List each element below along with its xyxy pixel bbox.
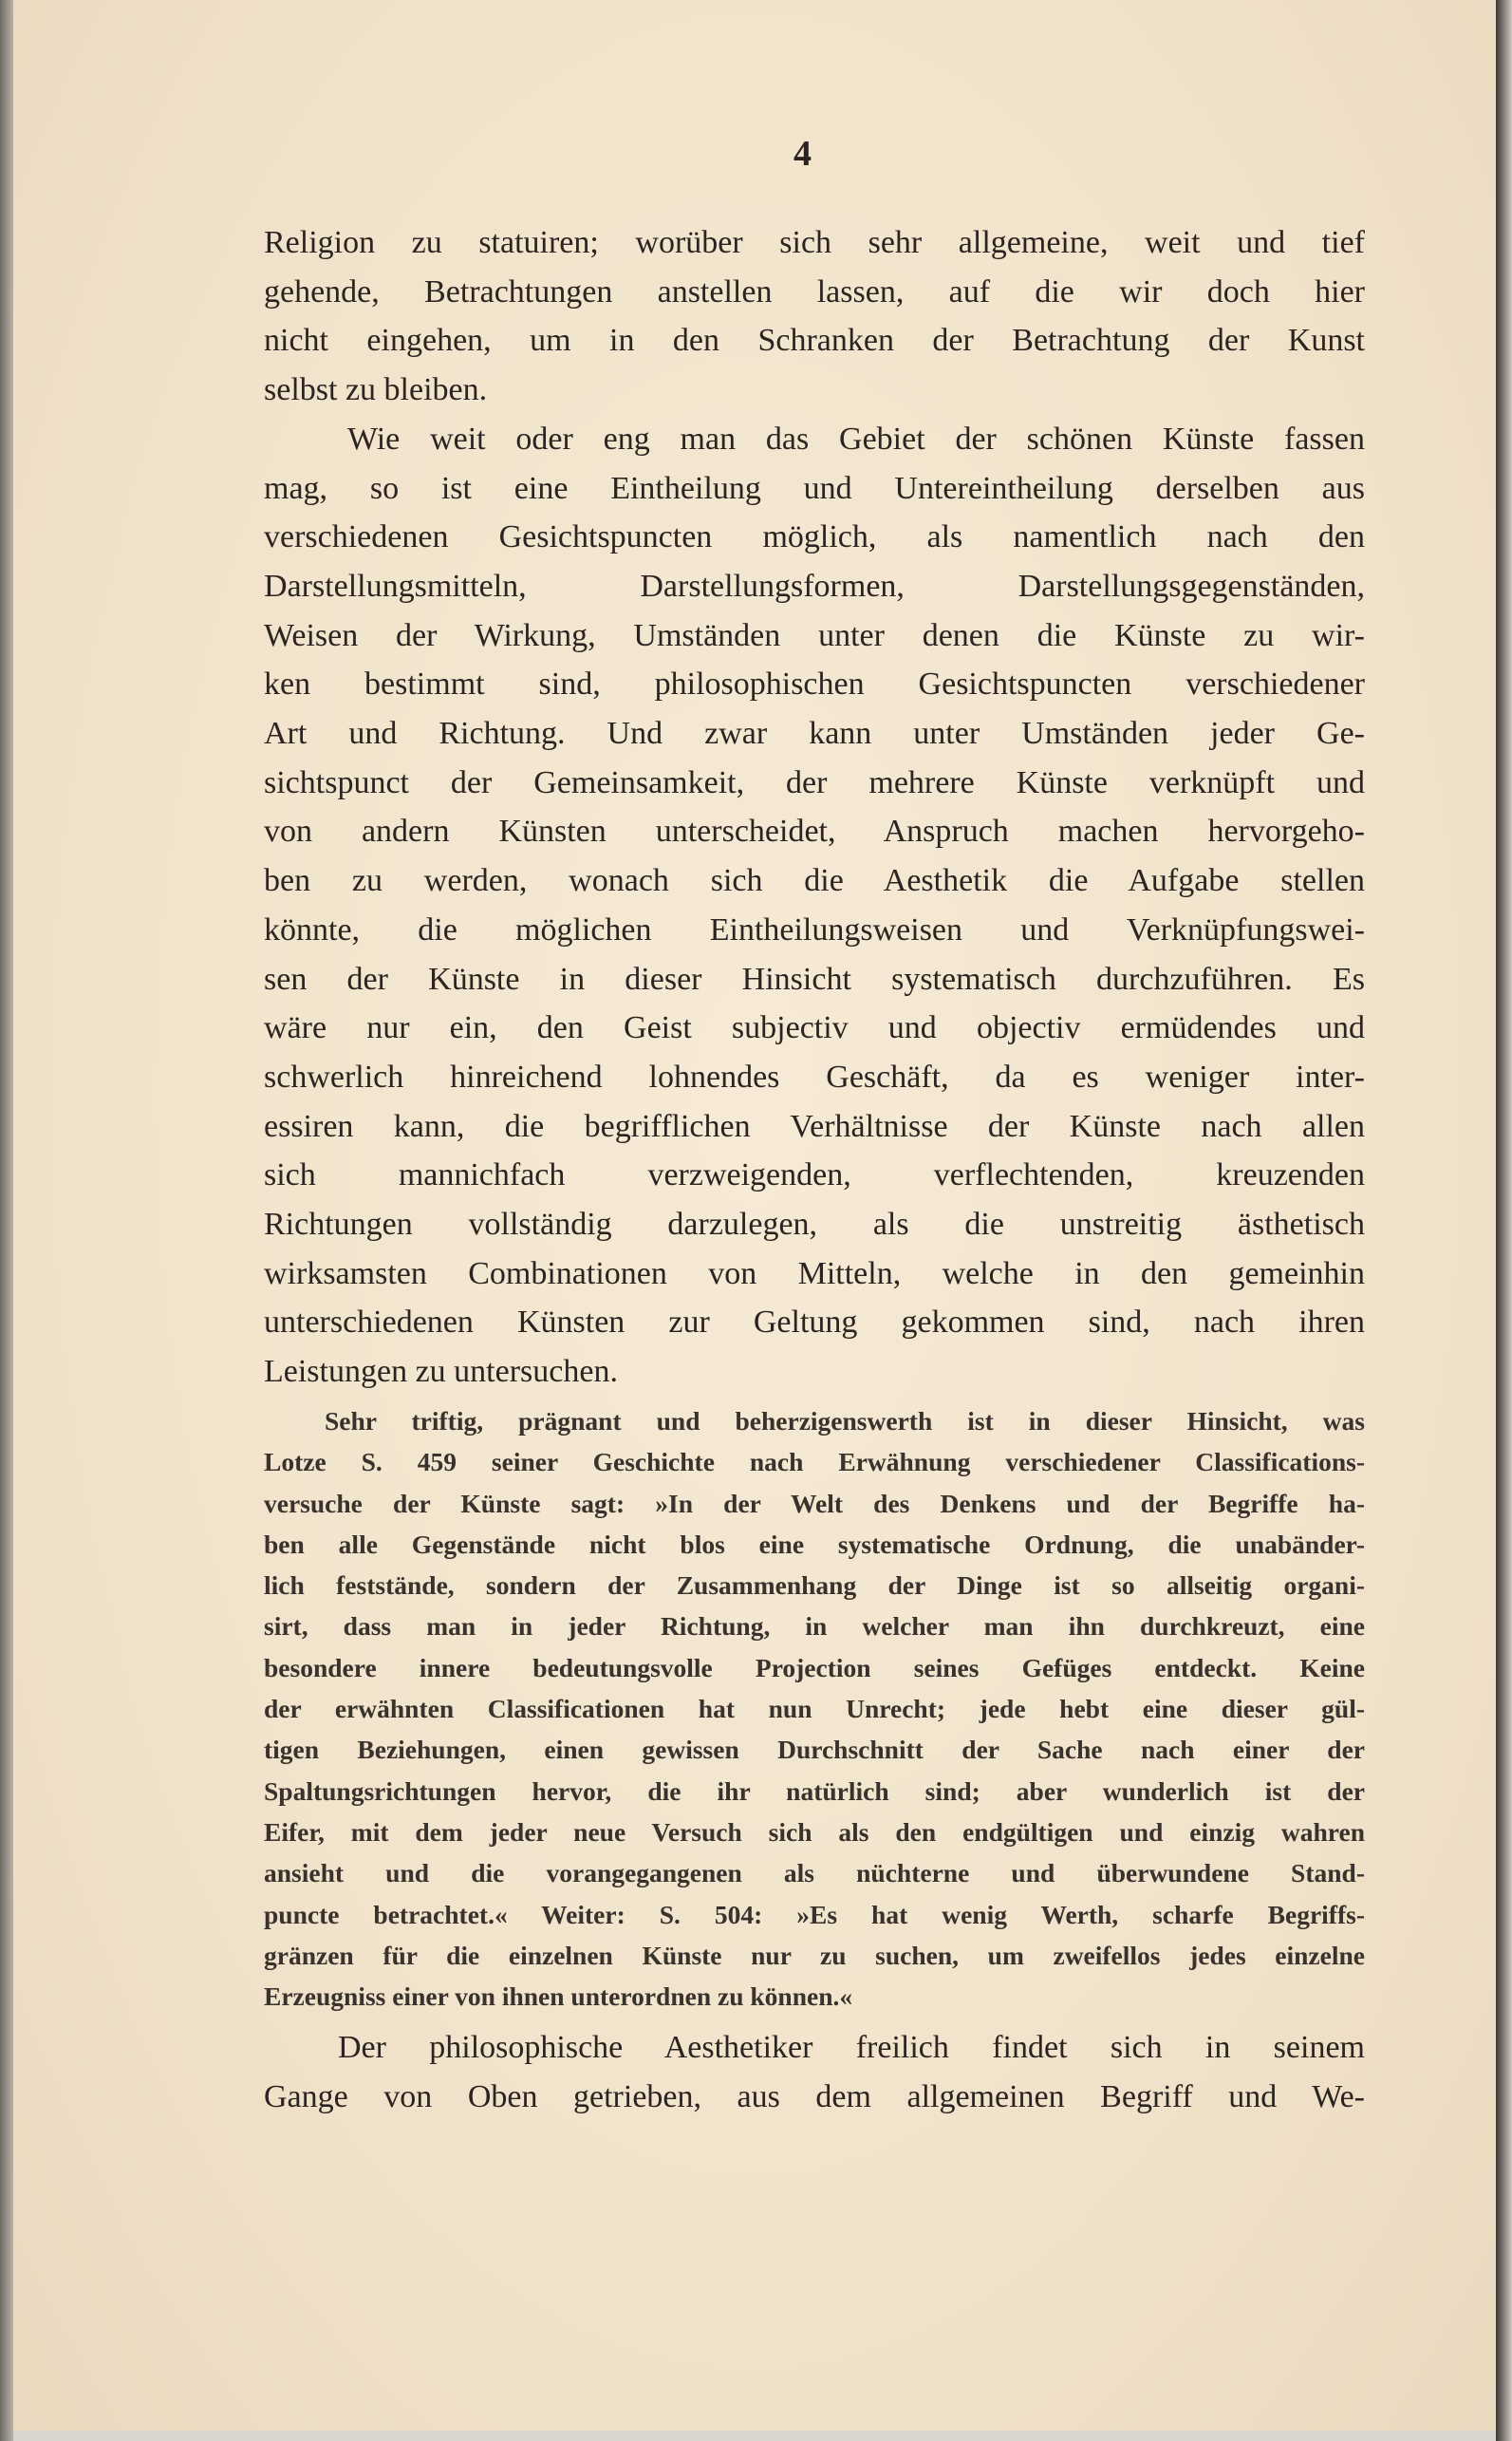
text-line: Erzeugniss einer von ihnen unterordnen zu können.« — [264, 1981, 853, 2012]
text-line: selbst zu bleiben. — [264, 372, 488, 408]
text-line: ansieht und die vorangegangenen als nüchterne und überwundene Stand- — [264, 1858, 1365, 1888]
text-line: tigen Beziehungen, einen gewissen Durchschnitt der Sache nach einer der — [264, 1735, 1365, 1765]
text-line: wäre nur ein, den Geist subjectiv und objectiv ermüdendes und — [264, 1010, 1365, 1046]
text-line: Der philosophische Aesthetiker freilich findet sich in seinem — [338, 2030, 1365, 2065]
text-line: Darstellungsmitteln, Darstellungsformen, Darstellungsgegenständen, — [264, 568, 1365, 604]
paragraph — [264, 415, 1365, 1397]
text-line: versuche der Künste sagt: »In der Welt des Denkens und der Begriffe ha- — [264, 1488, 1365, 1518]
text-line: verschiedenen Gesichtspuncten möglich, als namentlich nach den — [264, 519, 1365, 555]
text-line: Richtungen vollständig darzulegen, als die unstreitig ästhetisch — [264, 1207, 1365, 1243]
text-line: der erwähnten Classificationen hat nun Unrecht; jede hebt eine dieser gül- — [264, 1694, 1365, 1724]
text-line: puncte betrachtet.« Weiter: S. 504: »Es hat wenig Werth, scharfe Begriffs- — [264, 1899, 1365, 1929]
paragraph — [264, 218, 1365, 415]
text-line: Spaltungsrichtungen hervor, die ihr natürlich sind; aber wunderlich ist der — [264, 1775, 1365, 1806]
text-line: ken bestimmt sind, philosophischen Gesichtspuncten verschiedener — [264, 667, 1365, 703]
text-line: Sehr triftig, prägnant und beherzigenswerth ist in dieser Hinsicht, was — [325, 1406, 1365, 1436]
scan-right-edge — [1496, 0, 1512, 2441]
text-line: essiren kann, die begrifflichen Verhältnisse der Künste nach allen — [264, 1108, 1365, 1144]
text-line: sirt, dass man in jeder Richtung, in welcher man ihn durchkreuzt, eine — [264, 1611, 1365, 1642]
text-line: mag, so ist eine Eintheilung und Untereintheilung derselben aus — [264, 470, 1365, 506]
paragraph — [264, 1400, 1365, 2017]
text-line: Gange von Oben getrieben, aus dem allgemeinen Begriff und We- — [264, 2079, 1365, 2114]
text-line: nicht eingehen, um in den Schranken der Betrachtung der Kunst — [264, 323, 1365, 359]
text-line: Art und Richtung. Und zwar kann unter Umständen jeder Ge- — [264, 716, 1365, 752]
scan-left-edge — [0, 0, 13, 2441]
text-line: gehende, Betrachtungen anstellen lassen, auf die wir doch hier — [264, 273, 1365, 310]
text-line: von andern Künsten unterscheidet, Anspruch machen hervorgeho- — [264, 814, 1365, 850]
paragraph — [264, 2023, 1365, 2122]
text-line: sichtspunct der Gemeinsamkeit, der mehrere Künste verknüpft und — [264, 764, 1365, 800]
text-line: gränzen für die einzelnen Künste nur zu suchen, um zweifellos jedes einzelne — [264, 1940, 1365, 1970]
text-line: Lotze S. 459 seiner Geschichte nach Erwähnung verschiedener Classifications- — [264, 1447, 1365, 1477]
text-line: Leistungen zu untersuchen. — [264, 1354, 618, 1390]
closing-paragraph — [264, 2023, 1365, 2122]
text-line: schwerlich hinreichend lohnendes Geschäft, da es weniger inter- — [264, 1059, 1365, 1095]
text-line: Wie weit oder eng man das Gebiet der schönen Künste fassen — [347, 421, 1365, 457]
text-line: lich feststände, sondern der Zusammenhang der Dinge ist so allseitig organi- — [264, 1570, 1365, 1601]
text-line: ben alle Gegenstände nicht blos eine systematische Ordnung, die unabänder- — [264, 1529, 1365, 1559]
text-line: unterschiedenen Künsten zur Geltung gekommen sind, nach ihren — [264, 1305, 1365, 1341]
main-text — [264, 218, 1365, 1397]
text-line: Religion zu statuiren; worüber sich sehr allgemeine, weit und tief — [264, 225, 1365, 260]
text-line: wirksamsten Combinationen von Mitteln, welche in den gemeinhin — [264, 1255, 1365, 1291]
text-line: sen der Künste in dieser Hinsicht systematisch durchzuführen. Es — [264, 961, 1365, 997]
text-line: Weisen der Wirkung, Umständen unter denen die Künste zu wir- — [264, 617, 1365, 653]
text-line: sich mannichfach verzweigenden, verflechtenden, kreuzenden — [264, 1157, 1365, 1193]
page-number: 4 — [793, 134, 812, 174]
text-line: könnte, die möglichen Eintheilungsweisen und Verknüpfungswei- — [264, 911, 1365, 948]
quotation-text — [264, 1400, 1365, 2017]
text-line: Eifer, mit dem jeder neue Versuch sich als den endgültigen und einzig wahren — [264, 1816, 1365, 1847]
text-line: ben zu werden, wonach sich die Aesthetik die Aufgabe stellen — [264, 863, 1365, 899]
text-line: besondere innere bedeutungsvolle Projection seines Gefüges entdeckt. Keine — [264, 1652, 1365, 1682]
